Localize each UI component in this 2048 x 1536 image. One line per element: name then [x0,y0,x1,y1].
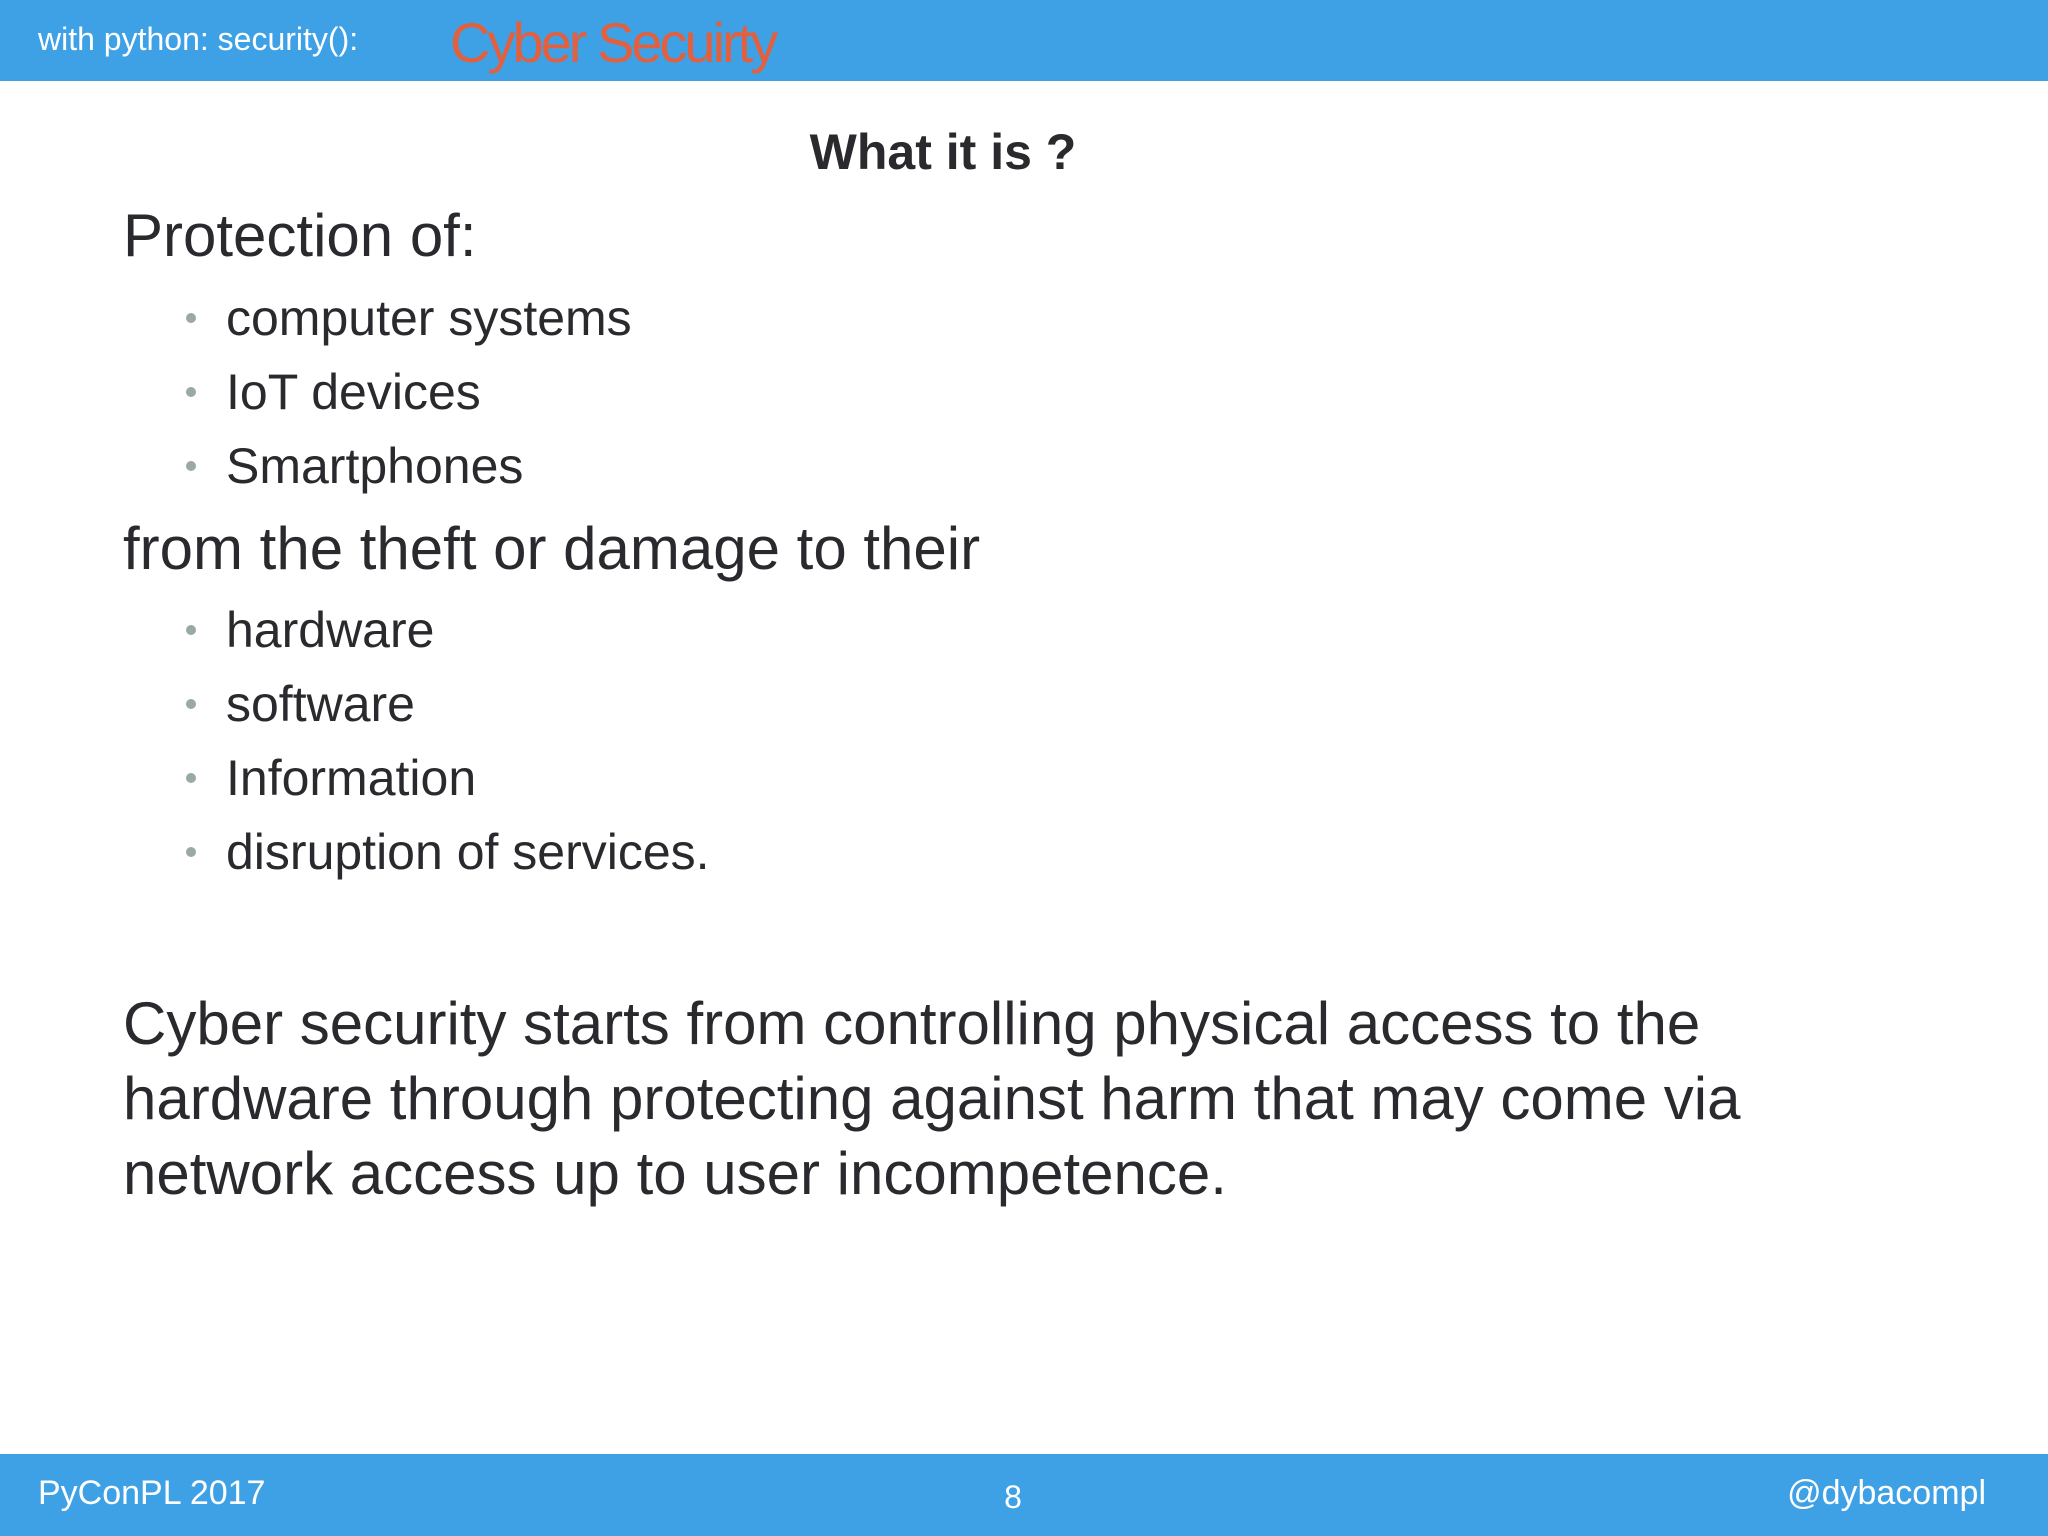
footer-bar [0,1454,2048,1536]
footer-event: PyConPL 2017 [38,1474,266,1512]
header-title: Cyber Secuirty [450,11,776,74]
bullet-icon [186,625,196,635]
list-item-text: Information [226,750,477,806]
list-item [186,822,710,896]
bullet-icon [186,699,196,709]
page-number: 8 [1004,1479,1022,1515]
bullet-icon [186,387,196,397]
protected-items-list [186,288,632,510]
header-code-label: with python: security(): [38,21,359,57]
list-item-text: disruption of services. [226,824,710,880]
list-item-text: Smartphones [226,438,524,494]
protection-intro: Protection of: [123,202,477,269]
slide-heading: What it is ? [809,124,1077,180]
list-item [186,436,632,510]
footer-handle: @dybacompl [1787,1474,1986,1512]
threat-items-list [186,600,710,896]
header-bar [0,0,2048,81]
bullet-icon [186,461,196,471]
bullet-icon [186,847,196,857]
list-item-text: software [226,676,415,732]
summary-paragraph: Cyber security starts from controlling physical access to the hardware through protecting against harm that may come via network access up to user incompetence. [123,990,1741,1207]
list-item [186,362,632,436]
list-item-text: IoT devices [226,364,481,420]
list-item [186,288,632,362]
list-item-text: computer systems [226,290,632,346]
list-item [186,748,710,822]
bullet-icon [186,313,196,323]
list-item [186,600,710,674]
list-item [186,674,710,748]
bullet-icon [186,773,196,783]
threat-intro: from the theft or damage to their [123,515,981,582]
list-item-text: hardware [226,602,435,658]
